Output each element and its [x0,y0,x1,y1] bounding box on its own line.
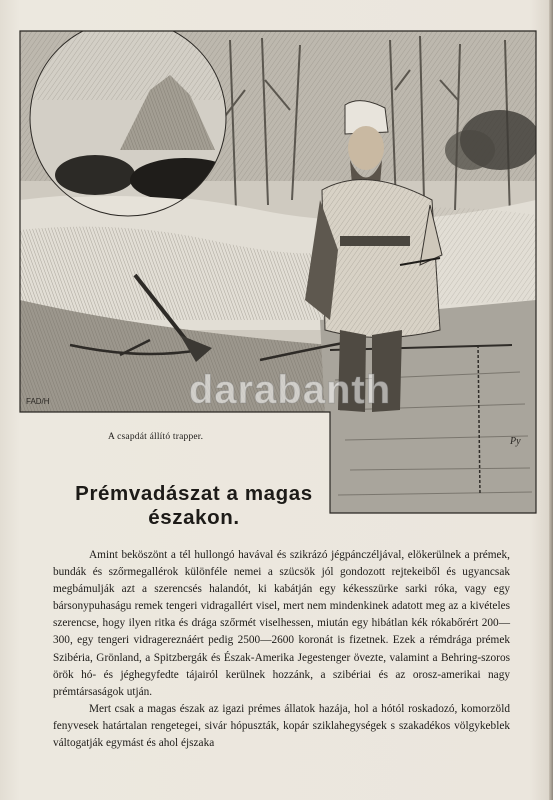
article-title-line-1: Prémvadászat a magas [75,482,313,505]
watermark: darabanth [188,368,392,412]
artist-signature-right: Py [510,436,521,447]
paragraph: Mert csak a magas észak az igazi prémes állatok hazája, hol a hótól roskadozó, komorzöld fenyvesek határtalan rengetegei, sivár hópuszták, kopár sziklahegységek s szakadékos völgykeblek váltogatják egymást és ahol éjszaka [53,702,510,750]
illustration-caption: A csapdát állító trapper. [108,432,204,442]
article-body [53,547,510,752]
illustration-scene [20,20,540,520]
artist-signature-left: FAD/H [26,397,50,406]
paragraph: Amint beköszönt a tél hullongó havával és szikrázó jégpánczéljával, elökerülnek a prémek, bundák és szőrmegallérok különféle nemei a szücsök jól gondozott rejtekeiből és ugyancsak megbámulják azt a szerencsés halandót, ki kabátján egy kékesszürke sarki róka, vagy egy bársonypuhaságu remek tengeri vidragallért visel, mert nem mindenkinek adatott meg az a kivételes szerencse, hogy ilyen ritka és drága szőrmét viselhessen, miután egy hibátlan kék rókabőrért 200—300, egy tengeri vidragereznáért pedig 2500—2600 koronát is fizetnek. Ezek a rémdrága prémek Szibéria, Grönland, a Spitzbergák és Észak-Amerika Jegestenger övezte, valamint a Behring-szoros örök hó- és jéghegyfedte tájairól kerülnek hozzánk, a szibériai és az orosz-amerikai nagy prémtársaságok utján. [53,549,510,698]
article-title [50,482,338,530]
article-title-line-2: északon. [148,506,240,529]
